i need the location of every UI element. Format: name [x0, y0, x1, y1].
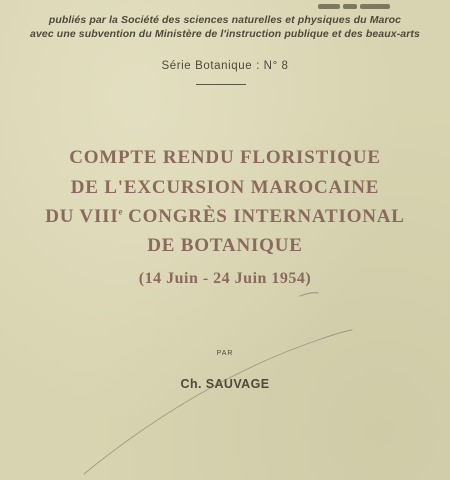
title-line-3: [0, 206, 450, 228]
author-name: Ch. SAUVAGE: [180, 377, 270, 391]
publisher-line-2: avec une subvention du Ministère de l'instruction publique et des beaux-arts: [30, 28, 420, 40]
title-line-3-prefix: DU VIII: [45, 206, 119, 227]
byline-label: PAR: [216, 350, 234, 357]
event-dates: (14 Juin - 24 Juin 1954): [138, 270, 312, 287]
publisher-line-1: publiés par la Société des sciences naturelles et physiques du Maroc: [48, 14, 402, 26]
title-line-1: COMPTE RENDU FLORISTIQUE: [69, 147, 381, 168]
title-line-3-suffix: CONGRÈS INTERNATIONAL: [122, 206, 405, 227]
series-label: Série Botanique : N° 8: [161, 60, 289, 72]
title-line-3-superscript: e: [118, 206, 123, 217]
title-line-2: DE L'EXCURSION MAROCAINE: [70, 177, 380, 198]
cropped-header-fragment: [318, 0, 398, 10]
series-divider: [196, 84, 246, 85]
title-line-4: DE BOTANIQUE: [147, 235, 303, 256]
